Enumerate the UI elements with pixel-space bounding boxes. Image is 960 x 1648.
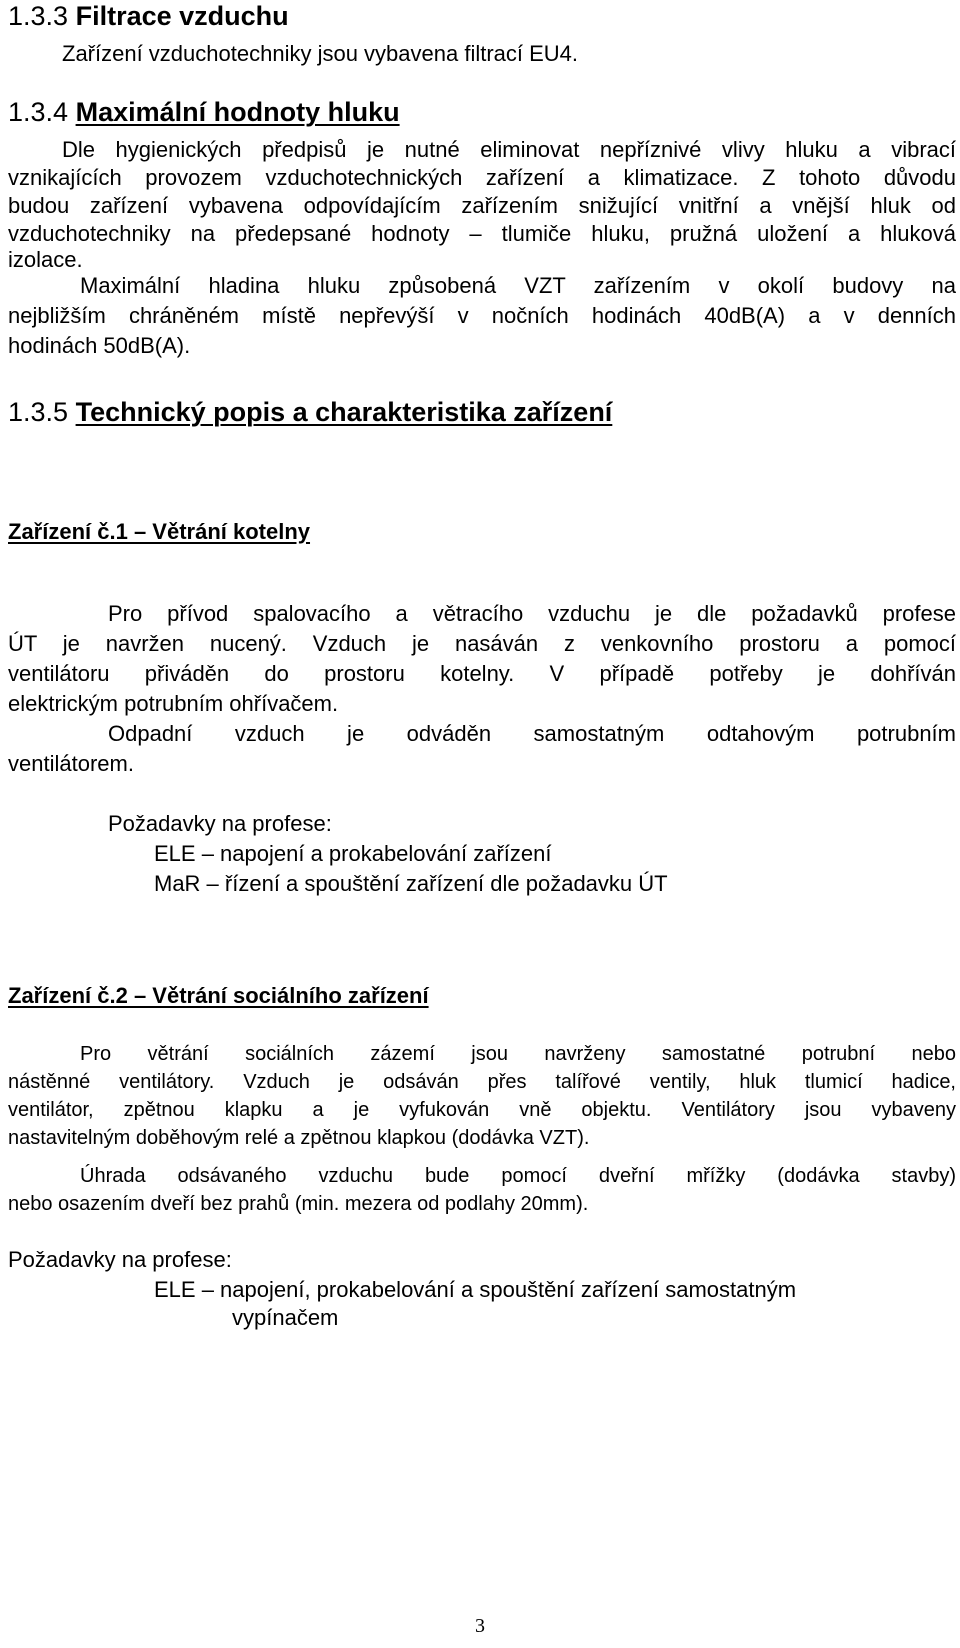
requirements-label: Požadavky na profese:: [8, 1247, 232, 1272]
paragraph-line: Odpadní vzduch je odváděn samostatným odtahovým potrubním: [108, 721, 956, 746]
section-title: Maximální hodnoty hluku: [75, 97, 400, 127]
section-number: 1.3.5: [8, 397, 69, 427]
page-number: 3: [475, 1615, 485, 1637]
paragraph-line: izolace.: [8, 247, 83, 272]
section-heading-hluk: [8, 96, 400, 128]
paragraph-line: ventilátor, zpětnou klapku a je vyfukován vně objektu. Ventilátory jsou vybaveny: [8, 1099, 956, 1121]
section-title: Filtrace vzduchu: [75, 1, 289, 31]
section-heading-filtrace: [8, 0, 289, 32]
paragraph-line: Dle hygienických předpisů je nutné eliminovat nepříznivé vlivy hluku a vibrací: [62, 137, 956, 162]
paragraph-line: Pro přívod spalovacího a větracího vzduchu je dle požadavků profese: [108, 601, 956, 626]
paragraph-line: ventilátorem.: [8, 751, 134, 776]
section-title: Technický popis a charakteristika zařízení: [75, 397, 613, 427]
device-1-heading: Zařízení č.1 – Větrání kotelny: [8, 519, 311, 544]
paragraph-line: Maximální hladina hluku způsobená VZT zařízením v okolí budovy na: [80, 273, 956, 298]
section-heading-technicky-popis: [8, 396, 612, 428]
requirement-item: ELE – napojení, prokabelování a spouštění zařízení samostatným: [154, 1277, 797, 1302]
paragraph-line: Zařízení vzduchotechniky jsou vybavena filtrací EU4.: [62, 41, 579, 66]
paragraph-line: nebo osazením dveří bez prahů (min. mezera od podlahy 20mm).: [8, 1193, 589, 1215]
paragraph-line: ventilátoru přiváděn do prostoru kotelny. V případě potřeby je dohříván: [8, 661, 956, 686]
requirement-item: vypínačem: [232, 1305, 339, 1330]
requirement-item: MaR – řízení a spouštění zařízení dle požadavku ÚT: [154, 871, 668, 896]
paragraph-line: vznikajících provozem vzduchotechnických zařízení a klimatizace. Z tohoto důvodu: [8, 165, 956, 190]
section-number: 1.3.3: [8, 1, 69, 31]
paragraph-line: nástěnné ventilátory. Vzduch je odsáván přes talířové ventily, hluk tlumicí hadice,: [8, 1071, 956, 1093]
paragraph-line: budou zařízení vybavena odpovídajícím zařízením snižující vnitřní a vnější hluk od: [8, 193, 956, 218]
requirement-item: ELE – napojení a prokabelování zařízení: [154, 841, 552, 866]
requirements-label: Požadavky na profese:: [108, 811, 332, 836]
device-2-heading: Zařízení č.2 – Větrání sociálního zařízení: [8, 983, 429, 1008]
section-number: 1.3.4: [8, 97, 69, 127]
paragraph-line: nastavitelným doběhovým relé a zpětnou klapkou (dodávka VZT).: [8, 1127, 590, 1149]
paragraph-line: nejbližším chráněném místě nepřevýší v nočních hodinách 40dB(A) a v denních: [8, 303, 956, 328]
paragraph-line: vzduchotechniky na předepsané hodnoty – tlumiče hluku, pružná uložení a hluková: [8, 221, 956, 246]
paragraph-line: ÚT je navržen nucený. Vzduch je nasáván z venkovního prostoru a pomocí: [8, 631, 956, 656]
paragraph-line: Pro větrání sociálních zázemí jsou navrženy samostatné potrubní nebo: [80, 1043, 956, 1065]
paragraph-line: elektrickým potrubním ohřívačem.: [8, 691, 339, 716]
paragraph-line: Úhrada odsávaného vzduchu bude pomocí dveřní mřížky (dodávka stavby): [80, 1165, 956, 1187]
paragraph-line: hodinách 50dB(A).: [8, 333, 191, 358]
